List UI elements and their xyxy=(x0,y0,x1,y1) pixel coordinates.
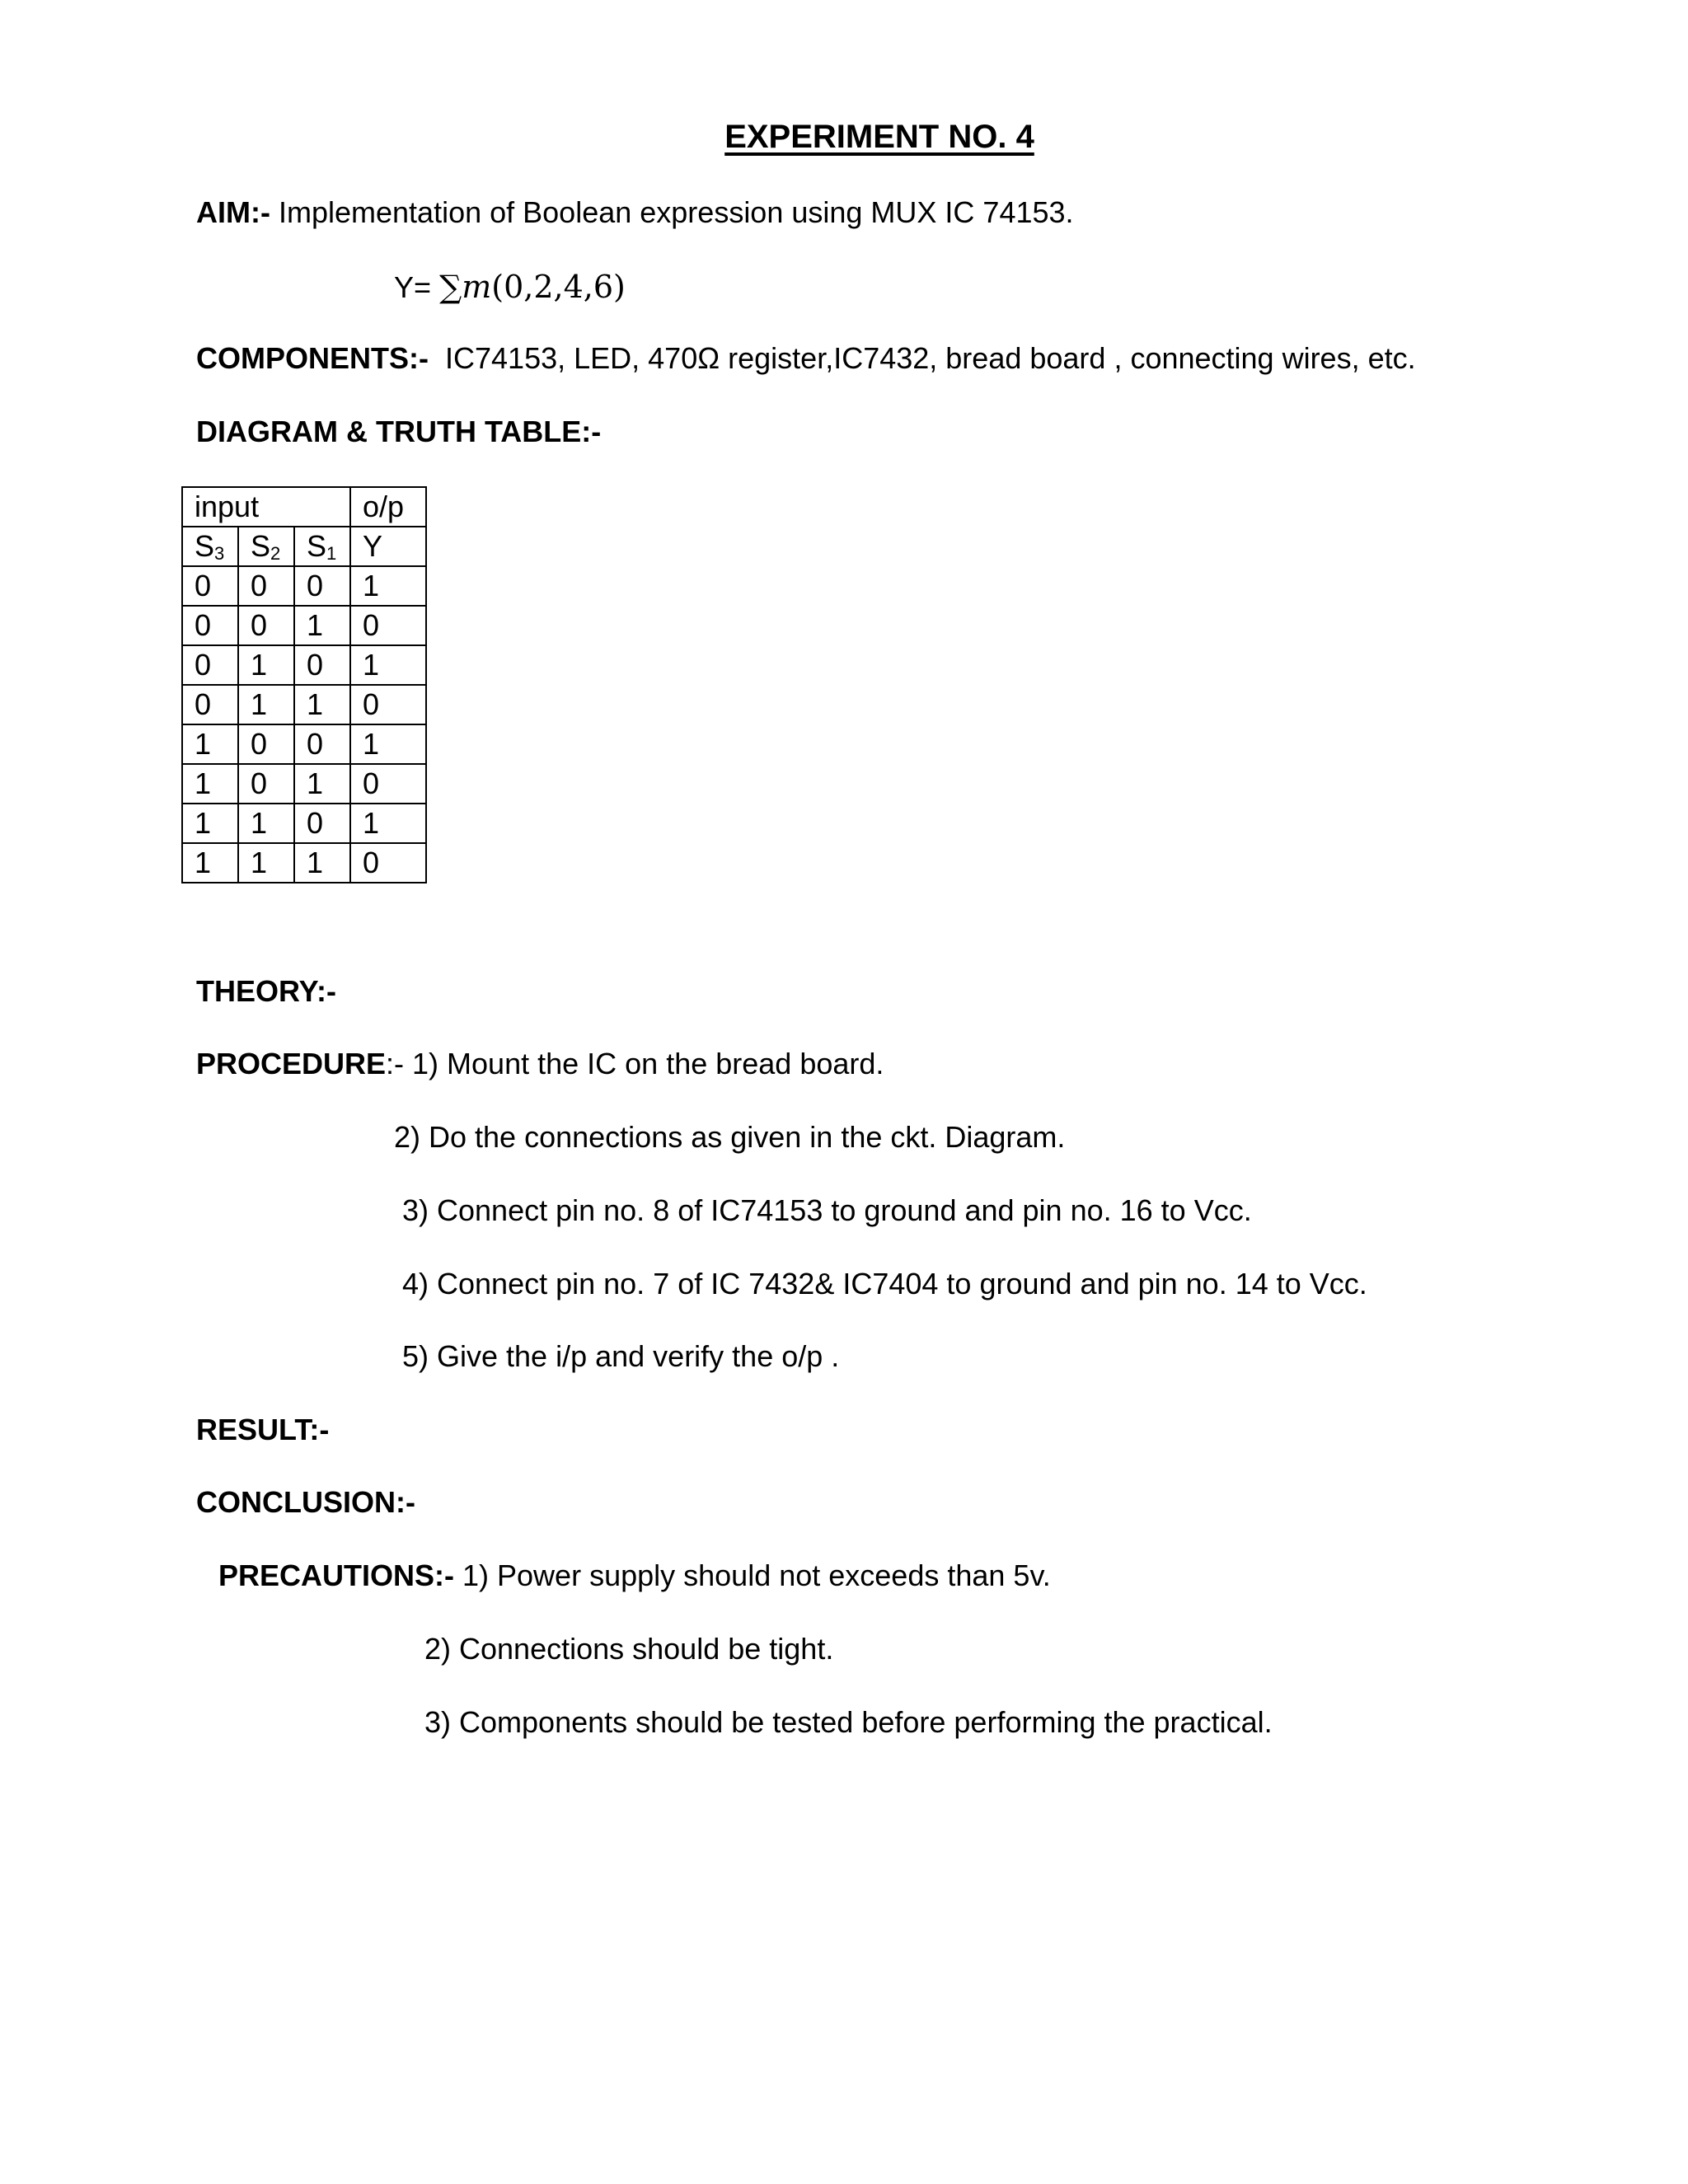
input-cell: 0 xyxy=(294,804,350,843)
procedure-step-2: 2) Do the connections as given in the ckt. Diagram. xyxy=(394,1120,1066,1154)
table-row xyxy=(182,566,426,606)
procedure-label-suffix: :- xyxy=(386,1047,413,1080)
procedure-label: PROCEDURE xyxy=(196,1047,387,1080)
input-cell: 0 xyxy=(182,685,238,724)
table-row xyxy=(182,843,426,883)
truth-table-column-row xyxy=(182,527,426,566)
diagram-heading: DIAGRAM & TRUTH TABLE:- xyxy=(196,415,602,448)
procedure-line-1 xyxy=(196,1046,884,1082)
output-cell: 0 xyxy=(350,843,426,883)
column-header-subscript: 2 xyxy=(270,543,281,564)
input-cell: 1 xyxy=(238,804,294,843)
precautions-label: PRECAUTIONS:- xyxy=(218,1558,454,1592)
input-cell: 1 xyxy=(294,606,350,645)
equation-lhs: Y= xyxy=(394,270,432,304)
theory-heading: THEORY:- xyxy=(196,974,336,1008)
column-header-base: S xyxy=(251,529,271,563)
column-header xyxy=(238,527,294,566)
input-cell: 0 xyxy=(294,566,350,606)
components-text: IC74153, LED, 470Ω register,IC7432, bread board , connecting wires, etc. xyxy=(445,341,1416,375)
boolean-equation xyxy=(394,269,626,306)
input-cell: 1 xyxy=(182,843,238,883)
page-title: EXPERIMENT NO. 4 xyxy=(724,119,1034,155)
output-cell: 1 xyxy=(350,724,426,764)
result-heading: RESULT:- xyxy=(196,1413,330,1446)
column-header-base: S xyxy=(195,529,215,563)
output-cell: 0 xyxy=(350,764,426,804)
column-header xyxy=(294,527,350,566)
table-row xyxy=(182,606,426,645)
truth-table xyxy=(181,486,427,883)
equation-m: m xyxy=(462,269,492,305)
input-cell: 1 xyxy=(182,764,238,804)
input-cell: 0 xyxy=(238,606,294,645)
table-row xyxy=(182,645,426,685)
conclusion-heading: CONCLUSION:- xyxy=(196,1485,415,1519)
input-cell: 0 xyxy=(182,645,238,685)
aim-text: Implementation of Boolean expression using MUX IC 74153. xyxy=(278,195,1074,229)
input-cell: 1 xyxy=(238,843,294,883)
procedure-step-3: 3) Connect pin no. 8 of IC74153 to ground and pin no. 16 to Vcc. xyxy=(402,1193,1252,1227)
column-header-subscript: 3 xyxy=(214,543,225,564)
precaution-step-2: 2) Connections should be tight. xyxy=(424,1632,834,1666)
column-header-base: Y xyxy=(363,529,383,563)
input-cell: 0 xyxy=(238,566,294,606)
column-header xyxy=(182,527,238,566)
output-cell: 0 xyxy=(350,606,426,645)
procedure-step-4: 4) Connect pin no. 7 of IC 7432& IC7404 to ground and pin no. 14 to Vcc. xyxy=(402,1267,1367,1301)
column-header-subscript: 1 xyxy=(326,543,337,564)
procedure-step-5: 5) Give the i/p and verify the o/p . xyxy=(402,1339,840,1373)
table-row xyxy=(182,804,426,843)
input-header: input xyxy=(182,487,350,527)
equation-sum-symbol: ∑ xyxy=(439,269,462,305)
aim-label: AIM:- xyxy=(196,195,270,229)
procedure-step-1: 1) Mount the IC on the bread board. xyxy=(412,1047,884,1080)
column-header-base: S xyxy=(307,529,327,563)
equation-args: (0,2,4,6) xyxy=(491,269,626,305)
input-cell: 0 xyxy=(294,645,350,685)
input-cell: 1 xyxy=(182,804,238,843)
truth-table-header-row xyxy=(182,487,426,527)
output-cell: 1 xyxy=(350,645,426,685)
input-cell: 1 xyxy=(294,685,350,724)
output-header: o/p xyxy=(350,487,426,527)
input-cell: 0 xyxy=(238,724,294,764)
input-cell: 1 xyxy=(294,764,350,804)
table-row xyxy=(182,764,426,804)
precaution-step-3: 3) Components should be tested before performing the practical. xyxy=(424,1705,1273,1739)
input-cell: 1 xyxy=(294,843,350,883)
input-cell: 0 xyxy=(294,724,350,764)
components-label: COMPONENTS:- xyxy=(196,341,429,375)
input-cell: 1 xyxy=(238,685,294,724)
output-cell: 0 xyxy=(350,685,426,724)
input-cell: 0 xyxy=(182,606,238,645)
components-line xyxy=(196,340,1416,377)
column-header xyxy=(350,527,426,566)
input-cell: 0 xyxy=(238,764,294,804)
precaution-step-1: 1) Power supply should not exceeds than 5v. xyxy=(462,1558,1051,1592)
precautions-line-1 xyxy=(218,1558,1051,1594)
input-cell: 1 xyxy=(182,724,238,764)
table-row xyxy=(182,724,426,764)
output-cell: 1 xyxy=(350,804,426,843)
table-row xyxy=(182,685,426,724)
input-cell: 1 xyxy=(238,645,294,685)
input-cell: 0 xyxy=(182,566,238,606)
output-cell: 1 xyxy=(350,566,426,606)
aim-line xyxy=(196,194,1074,231)
